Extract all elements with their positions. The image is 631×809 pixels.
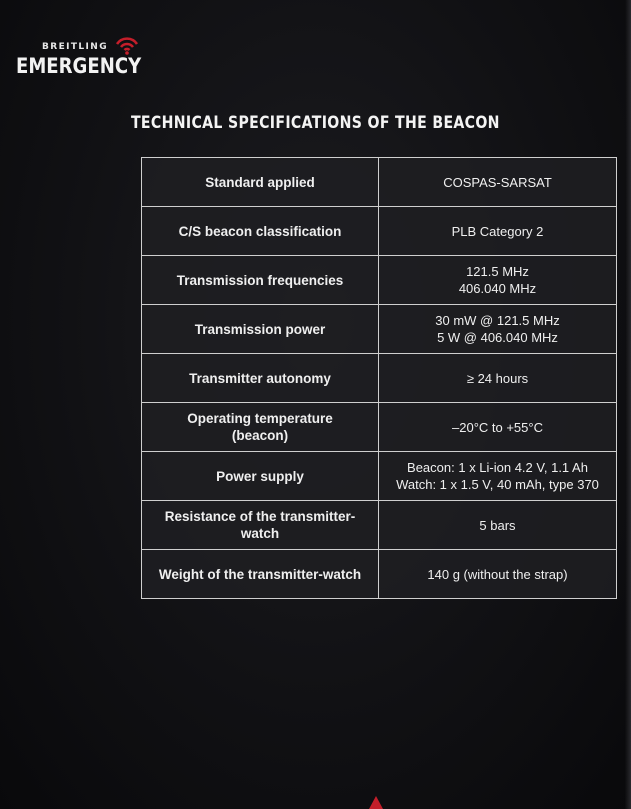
spec-label: [142, 207, 379, 256]
spec-value: [379, 403, 617, 452]
page-marker-triangle: [369, 796, 383, 809]
spec-row: [142, 403, 617, 452]
specifications-table: [141, 157, 617, 599]
spec-value: [379, 501, 617, 550]
breitling-emergency-logo: [16, 34, 146, 84]
logo-product-text: EMERGENCY: [16, 54, 142, 78]
spec-value: [379, 207, 617, 256]
spec-value-line: 140 g (without the strap): [427, 566, 568, 582]
spec-row: [142, 207, 617, 256]
spec-value-line: Beacon: 1 x Li-ion 4.2 V, 1.1 Ah: [407, 460, 588, 475]
spec-label: [142, 550, 379, 599]
spec-value: [379, 550, 617, 599]
spec-label-line: Power supply: [216, 468, 304, 484]
spec-value-line: 5 bars: [479, 517, 516, 533]
spec-value-line: ≥ 24 hours: [466, 370, 529, 386]
spec-value-line: 30 mW @ 121.5 MHz: [435, 313, 560, 328]
spec-value-line: 121.5 MHz: [466, 264, 529, 279]
spec-value: [379, 158, 617, 207]
spec-value: [379, 305, 617, 354]
spec-row: [142, 550, 617, 599]
spec-label-line: (beacon): [231, 428, 289, 443]
spec-value-line: Watch: 1 x 1.5 V, 40 mAh, type 370: [396, 477, 599, 492]
page-title: TECHNICAL SPECIFICATIONS OF THE BEACON: [130, 113, 500, 133]
spec-label: [142, 354, 379, 403]
spec-label-line: C/S beacon classification: [178, 223, 342, 239]
spec-label: [142, 158, 379, 207]
spec-value: [379, 256, 617, 305]
spec-label: [142, 305, 379, 354]
spec-row: [142, 452, 617, 501]
logo-brand-text: BREITLING: [42, 42, 109, 52]
spec-row: [142, 501, 617, 550]
spec-value-line: 5 W @ 406.040 MHz: [437, 330, 558, 345]
spec-label-line: Transmission frequencies: [176, 272, 344, 288]
spec-label-line: Operating temperature: [187, 411, 333, 426]
spec-row: [142, 354, 617, 403]
spec-value-line: 406.040 MHz: [458, 281, 537, 296]
spec-row: [142, 305, 617, 354]
spec-value: [379, 452, 617, 501]
spec-label-line: Transmitter autonomy: [189, 370, 331, 386]
spec-label: [142, 452, 379, 501]
signal-icon: [114, 34, 140, 56]
spec-value: [379, 354, 617, 403]
spec-label-line: Weight of the transmitter-watch: [158, 566, 362, 582]
spec-label: [142, 256, 379, 305]
spec-label-line: Transmission power: [194, 321, 326, 337]
spec-value-line: PLB Category 2: [451, 223, 544, 239]
spec-row: [142, 256, 617, 305]
spec-label: [142, 403, 379, 452]
spec-value-line: –20°C to +55°C: [452, 419, 543, 435]
spec-label-line: Resistance of the transmitter-watch: [164, 509, 356, 541]
spec-label-line: Standard applied: [205, 174, 315, 190]
spec-label: [142, 501, 379, 550]
spec-value-line: COSPAS-SARSAT: [443, 174, 552, 190]
spec-row: [142, 158, 617, 207]
